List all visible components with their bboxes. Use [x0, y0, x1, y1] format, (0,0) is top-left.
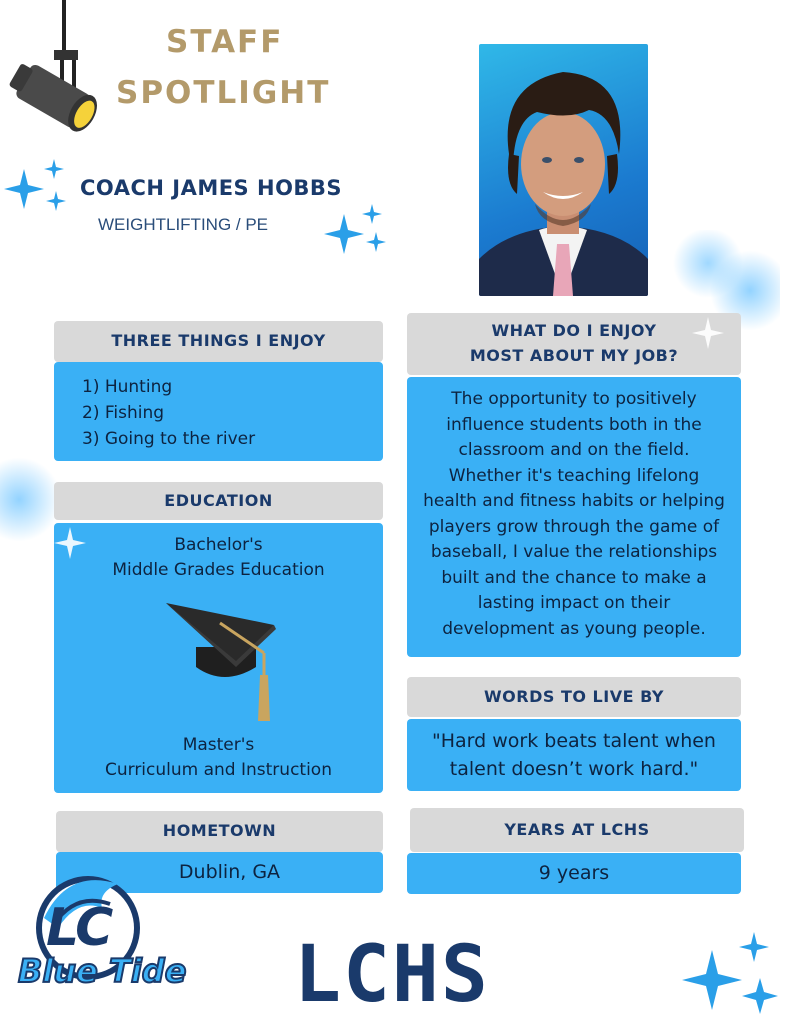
words-header: WORDS TO LIVE BY [407, 677, 741, 717]
sparkle-icon [52, 525, 88, 561]
enjoy-header: THREE THINGS I ENJOY [54, 321, 383, 362]
hometown-value: Dublin, GA [56, 852, 383, 893]
degree2 [54, 733, 383, 783]
enjoy-list [54, 362, 383, 461]
title-line2: SPOTLIGHT [116, 75, 331, 111]
hometown-header: HOMETOWN [56, 811, 383, 852]
sparkle-icon [322, 200, 397, 265]
job-text: The opportunity to positively influence students both in the classroom and on the field. Whether it's teaching lifelong health and fitness habits or helping players grow through the game of baseball, I value the relationships built and the chance to make a lasting impact on their development as young people. [407, 377, 741, 657]
graduation-cap-icon [164, 595, 284, 725]
job-header-line1: WHAT DO I ENJOY [491, 321, 657, 341]
education-header: EDUCATION [54, 482, 383, 520]
list-item: 1) Hunting [82, 377, 173, 397]
staff-name: COACH JAMES HOBBS [80, 176, 343, 200]
degree1-line2: Middle Grades Education [112, 560, 325, 580]
degree2-line1: Master's [182, 735, 255, 755]
job-header-line2: MOST ABOUT MY JOB? [469, 346, 679, 365]
logo-monogram: LC [46, 898, 110, 958]
sparkle-icon [678, 928, 788, 1024]
blue-tide-logo [18, 858, 203, 1018]
education-box [54, 523, 383, 793]
logo-text: Blue Tide [18, 952, 187, 990]
degree1-line1: Bachelor's [174, 535, 263, 555]
sparkle-icon [690, 315, 726, 351]
years-header: YEARS AT LCHS [410, 808, 744, 852]
school-name: LCHS [294, 930, 490, 1020]
degree2-line2: Curriculum and Instruction [104, 760, 332, 780]
years-value: 9 years [407, 853, 741, 894]
portrait-image [479, 44, 648, 296]
quote-text: "Hard work beats talent when talent doesn’t work hard." [407, 719, 741, 791]
list-item: 2) Fishing [82, 403, 165, 423]
staff-role: WEIGHTLIFTING / PE [98, 215, 269, 234]
title-line1: STAFF [166, 24, 284, 60]
list-item: 3) Going to the river [82, 429, 256, 449]
sparkle-icon [2, 155, 77, 225]
staff-photo [479, 44, 648, 296]
spotlight-icon [0, 0, 110, 150]
